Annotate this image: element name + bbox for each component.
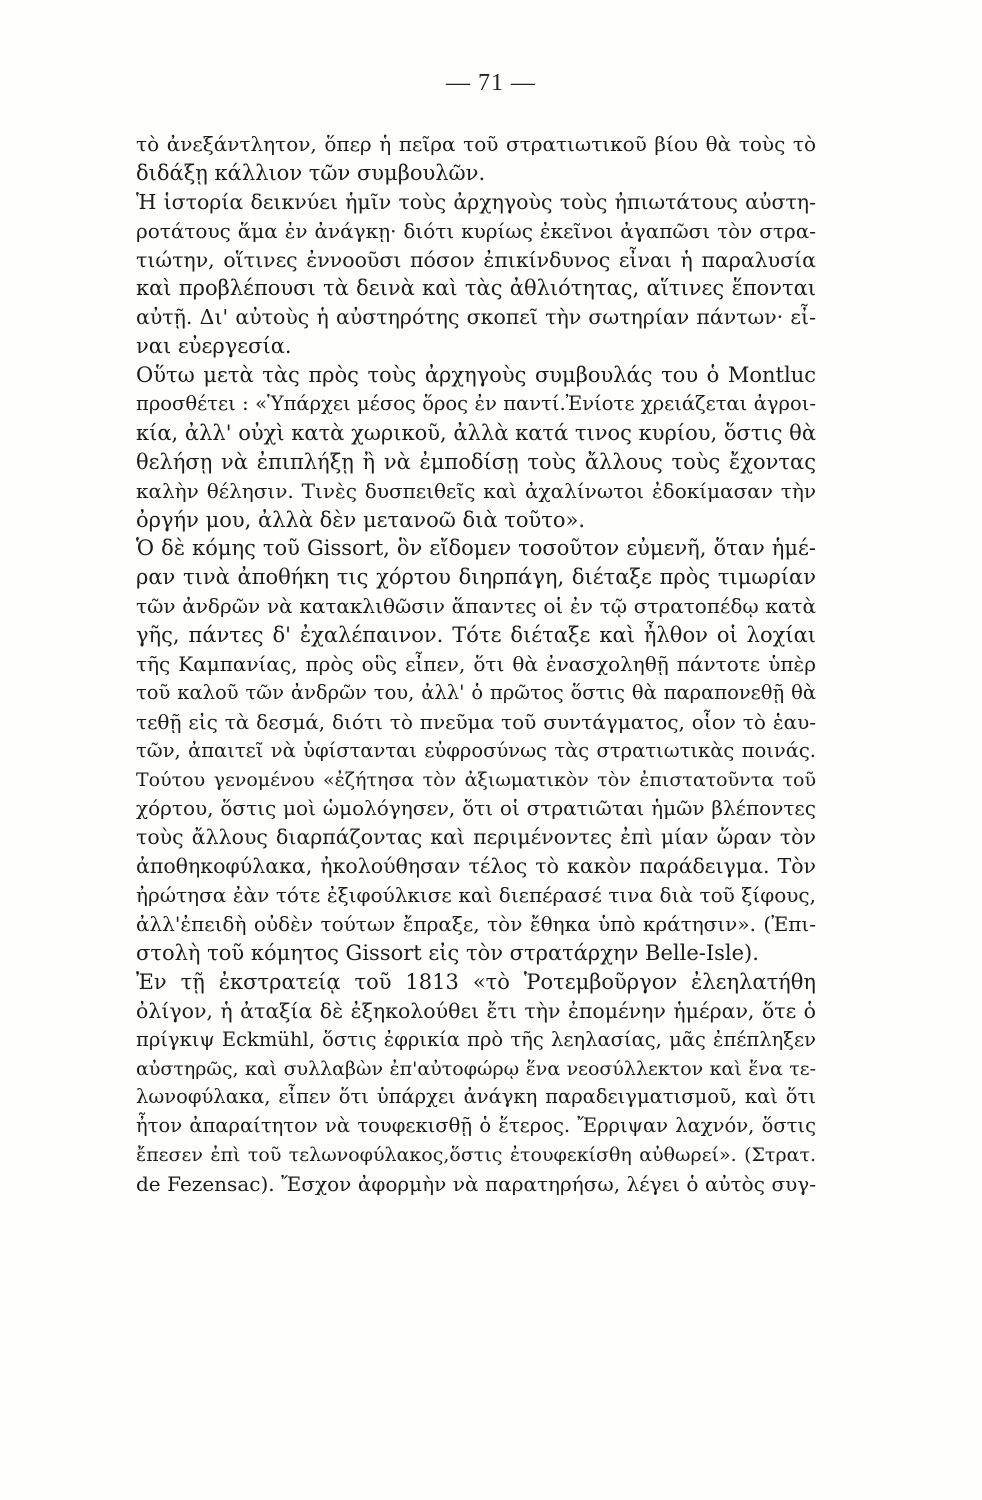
text-line: θελήσῃ νὰ ἐπιπλήξῃ ἢ νὰ ἐμποδίσῃ τοὺς ἄλλους τοὺς ἔχοντας: [136, 449, 816, 474]
text-line: Ἐν τῇ ἐκστρατείᾳ τοῦ 1813 «τὸ Ῥοτεμβοῦργον ἐλεηλατήθη: [136, 969, 816, 994]
page-number: — 71 —: [446, 70, 536, 96]
text-line: στολὴ τοῦ κόμητος Gissort εἰς τὸν στρατάρχην Belle-Isle).: [136, 940, 759, 965]
text-line: ραν τινὰ ἀποθήκη τις χόρτου διηρπάγη, διέταξε πρὸς τιμωρίαν: [136, 565, 816, 590]
text-line: τῆς Καμπανίας, πρὸς οὓς εἶπεν, ὅτι θὰ ἐνασχοληθῇ πάντοτε ὑπὲρ: [136, 652, 816, 677]
text-line: διδάξῃ κάλλιον τῶν συμβουλῶν.: [136, 160, 486, 185]
text-line: ἀποθηκοφύλακα, ἠκολούθησαν τέλος τὸ κακὸν παράδειγμα. Τὸν: [136, 854, 816, 879]
text-line: τιώτην, οἵτινες ἐννοοῦσι πόσον ἐπικίνδυνος εἶναι ἡ παραλυσία: [136, 247, 816, 272]
text-line: ροτάτους ἅμα ἐν ἀνάγκῃ· διότι κυρίως ἐκεῖνοι ἀγαπῶσι τὸν στρα-: [136, 218, 816, 243]
text-line: de Fezensac). Ἔσχον ἀφορμὴν νὰ παρατηρήσω, λέγει ὁ αὐτὸς συγ-: [136, 1172, 816, 1197]
text-line: χόρτου, ὅστις μοὶ ὡμολόγησεν, ὅτι οἱ στρατιῶται ἡμῶν βλέποντες: [136, 796, 816, 821]
text-line: γῆς, πάντες δ' ἐχαλέπαινον. Τότε διέταξε καὶ ἦλθον οἱ λοχίαι: [136, 623, 816, 648]
text-line: Ἡ ἱστορία δεικνύει ἡμῖν τοὺς ἀρχηγοὺς τοὺς ἠπιωτάτους αὐστη-: [136, 189, 816, 214]
text-line: προσθέτει : «Ὑπάρχει μέσος ὅρος ἐν παντί.Ἐνίοτε χρειάζεται ἀγροι-: [136, 392, 816, 416]
text-line: λωνοφύλακα, εἶπεν ὅτι ὑπάρχει ἀνάγκη παραδειγματισμοῦ, καὶ ὅτι: [136, 1085, 816, 1109]
text-line: Τούτου γενομένου «ἐζήτησα τὸν ἀξιωματικὸν τὸν ἐπιστατοῦντα τοῦ: [136, 768, 816, 791]
text-line: κία, ἀλλ' οὐχὶ κατὰ χωρικοῦ, ἀλλὰ κατά τινος κυρίου, ὅστις θὰ: [136, 420, 816, 445]
text-line: ἠρώτησα ἐὰν τότε ἐξιφούλκισε καὶ διεπέρασέ τινα διὰ τοῦ ξίφους,: [136, 883, 816, 908]
text-line: καὶ προβλέπουσι τὰ δεινὰ καὶ τὰς ἀθλιότητας, αἵτινες ἕπονται: [136, 276, 816, 301]
text-line: ἀλλ'ἐπειδὴ οὐδὲν τούτων ἔπραξε, τὸν ἔθηκα ὑπὸ κράτησιν». (Ἐπι-: [136, 912, 816, 937]
text-line: τῶν, ἀπαιτεῖ νὰ ὑφίστανται εὐφροσύνως τὰς στρατιωτικὰς ποινάς.: [136, 738, 816, 762]
text-line: ὀργήν μου, ἀλλὰ δὲν μετανοῶ διὰ τοῦτο».: [136, 507, 586, 532]
text-line: Οὕτω μετὰ τὰς πρὸς τοὺς ἀρχηγοὺς συμβουλάς του ὁ Montluc: [136, 363, 816, 388]
text-line: πρίγκιψ Eckmühl, ὅστις ἐφρικία πρὸ τῆς λεηλασίας, μᾶς ἐπέπληξεν: [136, 1027, 816, 1051]
text-line: Ὁ δὲ κόμης τοῦ Gissort, ὃν εἴδομεν τοσοῦτον εὐμενῆ, ὅταν ἡμέ-: [136, 536, 816, 561]
body-text: [136, 130, 816, 1199]
text-line: τοῦ καλοῦ τῶν ἀνδρῶν του, ἀλλ' ὁ πρῶτος ὅστις θὰ παραπονεθῇ θὰ: [136, 680, 816, 704]
text-line: ἦτον ἀπαραίτητον νὰ τουφεκισθῇ ὁ ἕτερος. Ἔρριψαν λαχνόν, ὅστις: [136, 1114, 816, 1138]
text-line: ἔπεσεν ἐπὶ τοῦ τελωνοφύλακος,ὅστις ἐτουφεκίσθη αὐθωρεί». (Στρατ.: [136, 1144, 816, 1167]
text-line: τῶν ἀνδρῶν νὰ κατακλιθῶσιν ἅπαντες οἱ ἐν τῷ στρατοπέδῳ κατὰ: [136, 594, 816, 619]
text-line: τὸ ἀνεξάντλητον, ὅπερ ἡ πεῖρα τοῦ στρατιωτικοῦ βίου θὰ τοὺς τὸ: [136, 132, 816, 156]
text-line: αὐστηρῶς, καὶ συλλαβὼν ἐπ'αὐτοφώρῳ ἕνα νεοσύλλεκτον καὶ ἕνα τε-: [136, 1057, 816, 1080]
text-line: τεθῇ εἰς τὰ δεσμά, διότι τὸ πνεῦμα τοῦ συντάγματος, οἷον τὸ ἑαυ-: [136, 709, 816, 734]
text-line: ὀλίγον, ἡ ἀταξία δὲ ἐξηκολούθει ἔτι τὴν ἐπομένην ἡμέραν, ὅτε ὁ: [136, 998, 816, 1023]
text-line: ναι εὐεργεσία.: [136, 334, 292, 359]
text-line: αὐτῇ. Δι' αὐτοὺς ἡ αὐστηρότης σκοπεῖ τὴν σωτηρίαν πάντων· εἶ-: [136, 305, 816, 330]
text-line: καλὴν θέλησιν. Τινὲς δυσπειθεῖς καὶ ἀχαλίνωτοι ἐδοκίμασαν τὴν: [136, 478, 816, 503]
text-line: τοὺς ἄλλους διαρπάζοντας καὶ περιμένοντες ἐπὶ μίαν ὥραν τὸν: [136, 825, 816, 850]
